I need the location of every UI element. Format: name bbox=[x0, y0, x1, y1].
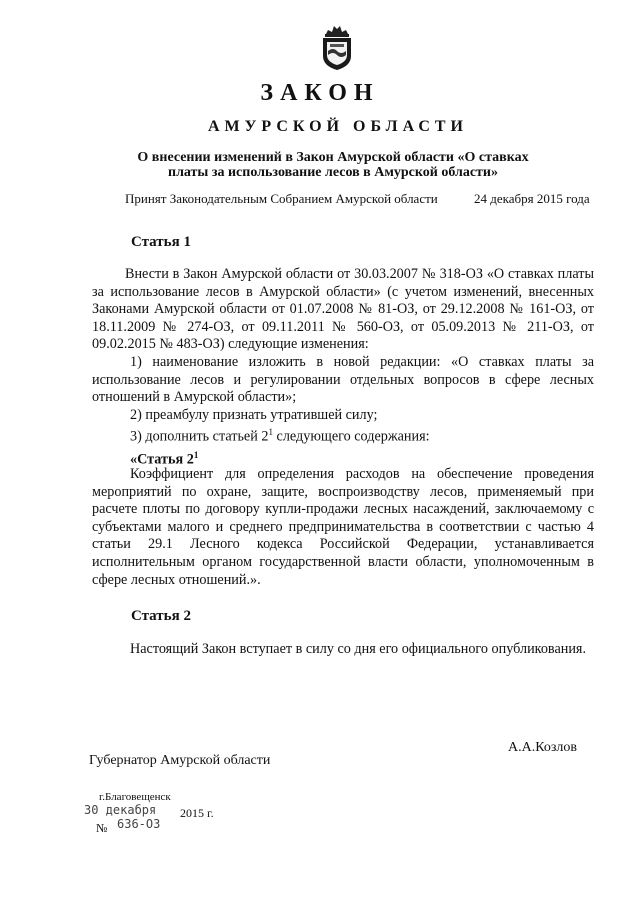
year: 2015 г. bbox=[180, 806, 214, 820]
superscript: 1 bbox=[268, 427, 273, 438]
region-title: АМУРСКОЙ ОБЛАСТИ bbox=[208, 118, 468, 135]
text-line: Настоящий Закон вступает в силу со дня его официального bbox=[130, 641, 488, 657]
text-line: 1) наименование изложить в новой редакции: «О ставках платы за bbox=[130, 353, 594, 370]
article-2-text bbox=[92, 641, 594, 659]
city: г.Благовещенск bbox=[99, 791, 171, 803]
date-stamp: 30 декабря bbox=[84, 803, 157, 817]
governor-position: Губернатор Амурской области bbox=[89, 753, 271, 768]
text-line: 3) дополнить статьей 2 bbox=[130, 429, 269, 446]
document-type-title: ЗАКОН bbox=[260, 80, 380, 106]
text-line: Внести в Закон Амурской области от 30.03.2007 № 318-ОЗ «О ставках bbox=[125, 266, 554, 282]
article-2-body bbox=[92, 641, 594, 659]
article-2-heading: Статья 2 bbox=[131, 608, 191, 624]
text-line: уполномоченным в сфере лесных отношений.». bbox=[92, 553, 594, 588]
article-1-heading: Статья 1 bbox=[131, 234, 191, 250]
text-line: платы за использование лесов в Амурской области» (с учетом изменений, bbox=[92, 266, 595, 300]
governor-name: А.А.Козлов bbox=[508, 740, 577, 755]
text-line: устанавливается исполнительным органом государственной власти области, bbox=[92, 536, 594, 570]
text-line: заключаемому с субъектами малого и среднего предпринимательства в bbox=[92, 501, 594, 535]
law-name bbox=[110, 150, 556, 180]
amendment-item-3 bbox=[92, 424, 594, 446]
text-line: № 161-ОЗ, от 18.11.2009 № 274-ОЗ, от 09.11.2011 № 560-ОЗ, от 05.09.2013 bbox=[92, 301, 594, 335]
article-1-intro bbox=[92, 266, 594, 354]
law-number: 636-ОЗ bbox=[117, 817, 161, 831]
number-label: № bbox=[96, 821, 108, 835]
text-line: использование лесов и регулировании отдельных вопросов в сфере лесных bbox=[92, 371, 594, 388]
text-line: опубликования. bbox=[491, 641, 586, 657]
text-line: отношений в Амурской области»; bbox=[92, 389, 297, 406]
law-name-line: платы за использование лесов в Амурской области» bbox=[168, 165, 498, 180]
text-line: расчете плоты по договору купли-продажи лесных насаждений, bbox=[92, 501, 490, 518]
text-line: следующего содержания: bbox=[272, 429, 430, 446]
coat-of-arms-icon bbox=[318, 20, 356, 72]
text-line: Коэффициент для определения расходов на обеспечение проведения bbox=[130, 466, 594, 482]
law-name-line: О внесении изменений в Закон Амурской области «О ставках bbox=[137, 150, 529, 165]
adopted-by: Принят Законодательным Собранием Амурской области bbox=[125, 191, 438, 206]
new-article-body bbox=[92, 466, 594, 589]
article-1-body bbox=[92, 266, 594, 469]
text-line: соответствии с частью 4 статьи 29.1 Лесного кодекса Российской Федерации, bbox=[92, 518, 594, 553]
text-line: «Статья 2 bbox=[130, 451, 194, 468]
amendment-item-2: 2) преамбулу признать утратившей силу; bbox=[130, 406, 378, 423]
adopted-date: 24 декабря 2015 года bbox=[474, 191, 590, 206]
text-line: мероприятий по охране, защите, воспроизводству лесов, применяемый при bbox=[92, 483, 594, 500]
amendment-item-1 bbox=[92, 354, 594, 407]
coefficient-paragraph bbox=[92, 466, 594, 589]
text-line: внесенных Законами Амурской области от 01.07.2008 № 81-ОЗ, от 29.12.2008 bbox=[92, 283, 595, 318]
superscript: 1 bbox=[193, 449, 199, 460]
text-line: № 211-ОЗ, от 09.02.2015 № 483-ОЗ) следующие изменения: bbox=[92, 318, 594, 353]
